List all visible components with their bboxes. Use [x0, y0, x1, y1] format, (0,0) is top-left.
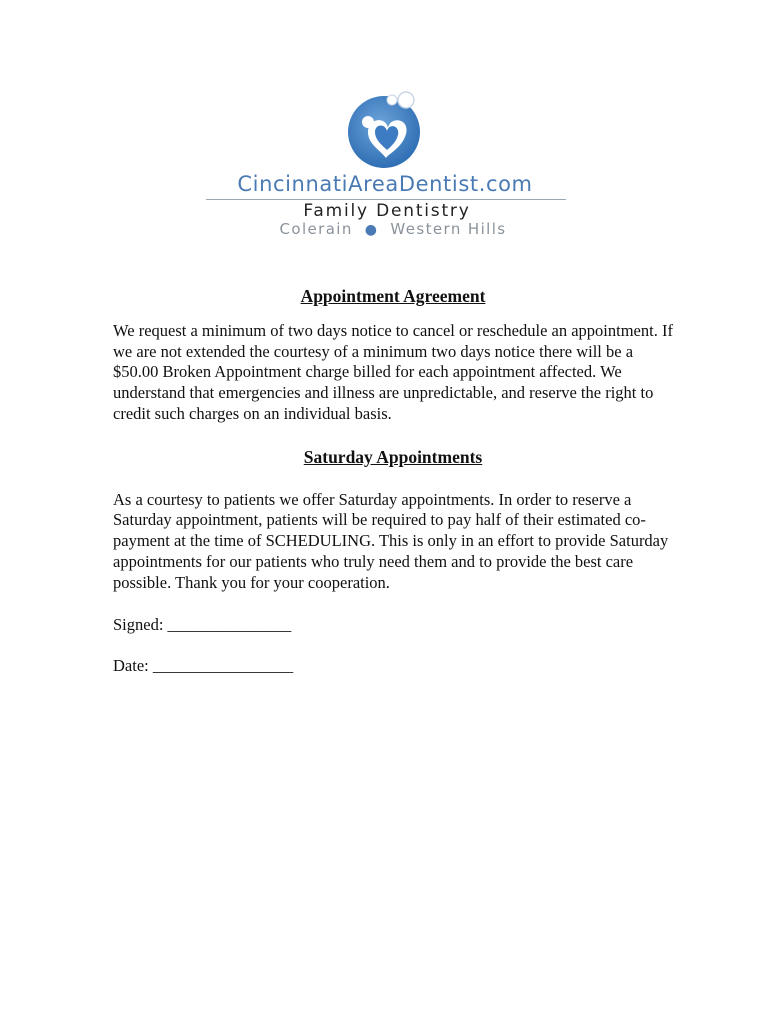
appointment-agreement-paragraph: We request a minimum of two days notice to cancel or reschedule an appointment. If we are not extended the courtesy of a minimum two days notice there will be a $50.00 Broken Appointment charge billed for each appointment affected. We understand that emergencies and illness are unpredictable, and reserve the right to credit such charges on an individual basis. [113, 320, 673, 423]
location-colerain: Colerain [279, 220, 353, 238]
logo-tagline: Family Dentistry [303, 201, 471, 221]
bullet-icon: ● [364, 222, 379, 238]
location-western-hills: Western Hills [390, 220, 507, 238]
appointment-agreement-title: Appointment Agreement [300, 286, 486, 306]
saturday-appointments-paragraph: As a courtesy to patients we offer Saturday appointments. In order to reserve a Saturday appointment, patients will be required to pay half of their estimated co-payment at the time of SCHEDULING. This is only in an effort to provide Saturday appointments for our patients who truly need them and to provide the best care possible. Thank you for your cooperation. [113, 489, 669, 592]
logo [0, 88, 770, 238]
logo-name: CincinnatiAreaDentist.com [237, 172, 533, 196]
family-heart-logo-icon [340, 88, 432, 170]
logo-locations [0, 220, 770, 239]
logo-divider [206, 199, 566, 200]
signed-line: Signed: _______________ [113, 614, 292, 634]
saturday-appointments-title: Saturday Appointments [303, 446, 483, 467]
date-line: Date: _________________ [113, 656, 294, 676]
document-body [113, 286, 673, 677]
